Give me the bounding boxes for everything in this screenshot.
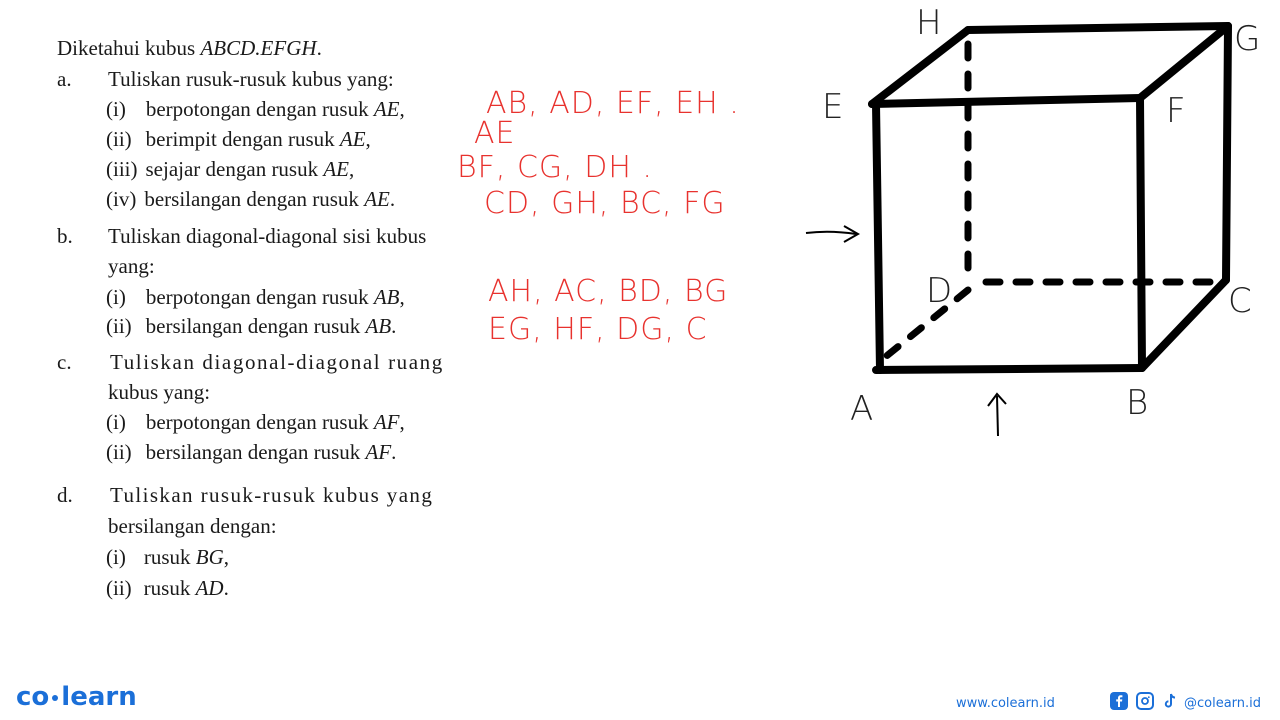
part-c-text-2: kubus yang: — [108, 380, 211, 404]
facebook-icon[interactable] — [1110, 692, 1128, 710]
part-a-marker: a. — [57, 67, 72, 91]
edge-fg — [1140, 26, 1228, 98]
part-b-text-1: Tuliskan diagonal-diagonal sisi kubus — [108, 224, 427, 248]
website-link[interactable]: www.colearn.id — [956, 696, 1055, 711]
problem-intro: Diketahui kubus ABCD.EFGH. — [57, 36, 322, 60]
arrow-right-icon — [806, 226, 858, 242]
part-c-i: (i) berpotongan dengan rusuk AF, — [106, 410, 405, 434]
edge-ae — [876, 104, 880, 370]
colearn-logo: co learn — [16, 682, 137, 712]
part-b-marker: b. — [57, 224, 73, 248]
vertex-label-c: C — [1228, 281, 1252, 321]
instagram-icon[interactable] — [1136, 692, 1154, 710]
vertex-label-g: G — [1234, 19, 1261, 59]
part-d-ii: (ii) rusuk AD. — [106, 576, 229, 600]
cube-diagram — [800, 0, 1280, 460]
edge-hg — [968, 26, 1228, 30]
part-c-text-1: Tuliskan diagonal-diagonal ruang — [110, 350, 444, 374]
answer-a-iv: CD, GH, BC, FG — [484, 186, 726, 221]
edge-gc — [1226, 26, 1228, 280]
part-b-text-2: yang: — [108, 254, 155, 278]
edge-bf — [1140, 98, 1142, 368]
cube-solid-edges — [872, 26, 1228, 370]
answer-a-i: AB, AD, EF, EH . — [486, 86, 740, 121]
vertex-label-f: F — [1166, 91, 1186, 131]
vertex-label-b: B — [1126, 383, 1149, 423]
arrow-up-icon — [988, 394, 1006, 436]
part-a-iii: (iii) sejajar dengan rusuk AE, — [106, 157, 355, 181]
answer-a-ii: AE — [474, 116, 516, 151]
edge-ef — [872, 98, 1140, 104]
part-a-i: (i) berpotongan dengan rusuk AE, — [106, 97, 405, 121]
edge-bc — [1142, 280, 1226, 368]
tiktok-icon[interactable] — [1162, 692, 1180, 710]
answer-b-ii: EG, HF, DG, C — [488, 312, 708, 347]
answer-a-iii: BF, CG, DH . — [457, 150, 653, 185]
social-handle[interactable]: @colearn.id — [1184, 696, 1262, 711]
vertex-label-a: A — [850, 389, 874, 429]
vertex-label-d: D — [926, 271, 953, 311]
part-a-iv: (iv) bersilangan dengan rusuk AE. — [106, 187, 396, 211]
part-c-ii: (ii) bersilangan dengan rusuk AF. — [106, 440, 397, 464]
part-c-marker: c. — [57, 350, 72, 374]
part-a-text: Tuliskan rusuk-rusuk kubus yang: — [108, 67, 394, 91]
edge-ab — [876, 368, 1142, 370]
answer-b-i: AH, AC, BD, BG — [488, 274, 729, 309]
part-b-ii: (ii) bersilangan dengan rusuk AB. — [106, 314, 397, 338]
vertex-label-h: H — [916, 3, 942, 43]
part-a-ii: (ii) berimpit dengan rusuk AE, — [106, 127, 371, 151]
part-d-marker: d. — [57, 483, 73, 507]
part-b-i: (i) berpotongan dengan rusuk AB, — [106, 285, 405, 309]
vertex-label-e: E — [822, 87, 844, 127]
part-d-text-2: bersilangan dengan: — [108, 514, 277, 538]
part-d-text-1: Tuliskan rusuk-rusuk kubus yang — [110, 483, 434, 507]
part-d-i: (i) rusuk BG, — [106, 545, 229, 569]
